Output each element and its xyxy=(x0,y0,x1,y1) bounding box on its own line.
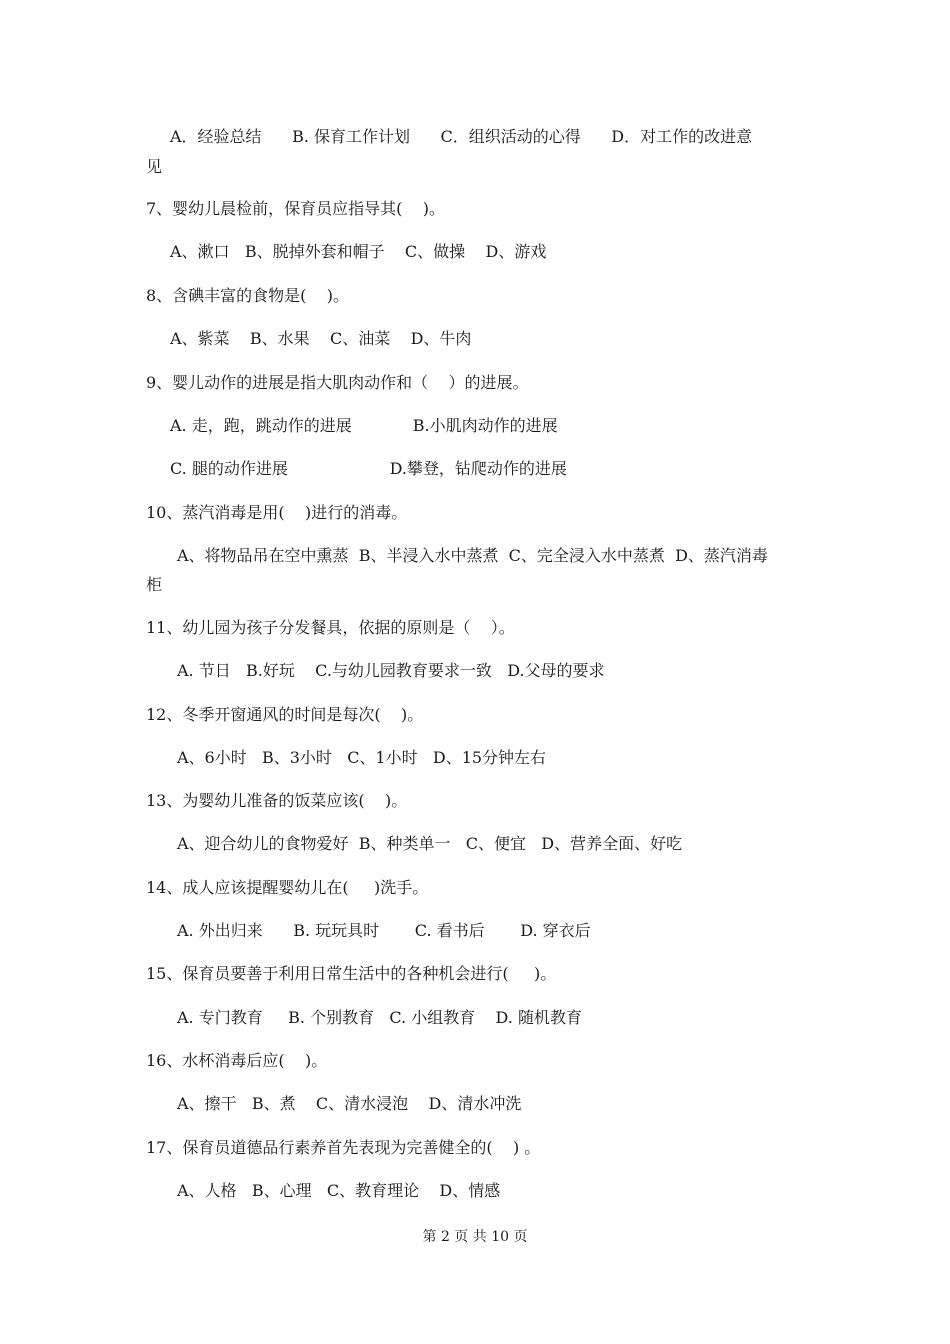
continuation-text: 柜 xyxy=(146,575,163,594)
question-text: 17、保育员道德品行素养首先表现为完善健全的( ) 。 xyxy=(146,1138,541,1157)
question-text: 15、保育员要善于利用日常生活中的各种机会进行( )。 xyxy=(146,964,557,983)
question-text: 7、婴幼儿晨检前，保育员应指导其( )。 xyxy=(146,199,446,218)
question-text: 16、水杯消毒后应( )。 xyxy=(146,1051,328,1070)
question-text: 10、蒸汽消毒是用( )进行的消毒。 xyxy=(146,503,408,522)
answer-options: A、将物品吊在空中熏蒸 B、半浸入水中蒸煮 C、完全浸入水中蒸煮 D、蒸汽消毒 xyxy=(177,546,768,565)
question-text: 14、成人应该提醒婴幼儿在( )洗手。 xyxy=(146,878,429,897)
question-text: 13、为婴幼儿准备的饭菜应该( )。 xyxy=(146,791,408,810)
answer-options: A. 走，跑，跳动作的进展 B.小肌肉动作的进展 xyxy=(170,416,558,435)
answer-options: A、擦干 B、煮 C、清水浸泡 D、清水冲洗 xyxy=(177,1094,522,1113)
answer-options: A、6小时 B、3小时 C、1小时 D、15分钟左右 xyxy=(177,748,547,767)
question-text: 12、冬季开窗通风的时间是每次( )。 xyxy=(146,705,424,724)
answer-options: A、紫菜 B、水果 C、油菜 D、牛肉 xyxy=(170,329,472,348)
answer-options: A、迎合幼儿的食物爱好 B、种类单一 C、便宜 D、营养全面、好吃 xyxy=(177,834,683,853)
answer-options: A、漱口 B、脱掉外套和帽子 C、做操 D、游戏 xyxy=(170,242,547,261)
answer-options: A．经验总结 B. 保育工作计划 C．组织活动的心得 D．对工作的改进意 xyxy=(170,127,753,146)
question-text: 11、幼儿园为孩子分发餐具，依据的原则是（ ）。 xyxy=(146,618,515,637)
answer-options: A. 节日 B.好玩 C.与幼儿园教育要求一致 D.父母的要求 xyxy=(177,661,605,680)
continuation-text: 见 xyxy=(146,157,163,176)
answer-options: A. 外出归来 B. 玩玩具时 C. 看书后 D. 穿衣后 xyxy=(177,921,591,940)
answer-options: A. 专门教育 B. 个别教育 C. 小组教育 D. 随机教育 xyxy=(177,1008,582,1027)
page-footer: 第 2 页 共 10 页 xyxy=(422,1229,528,1245)
answer-options: C. 腿的动作进展 D.攀登，钻爬动作的进展 xyxy=(170,459,567,478)
question-text: 8、含碘丰富的食物是( )。 xyxy=(146,286,350,305)
answer-options: A、人格 B、心理 C、教育理论 D、情感 xyxy=(177,1181,501,1200)
question-text: 9、婴儿动作的进展是指大肌肉动作和（ ）的进展。 xyxy=(146,373,529,392)
